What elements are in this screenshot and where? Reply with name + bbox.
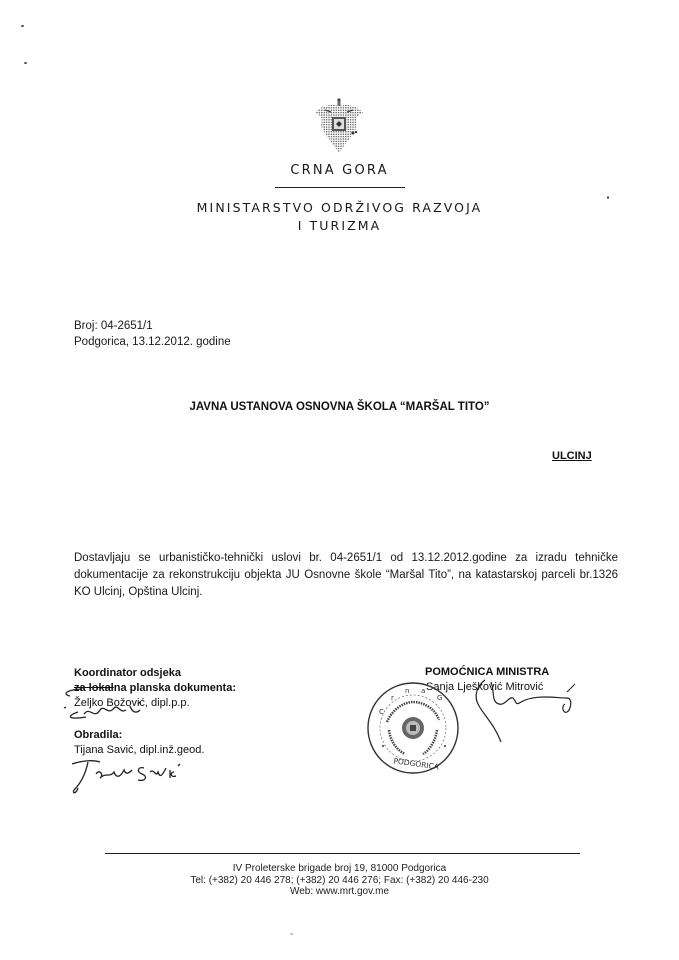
coordinator-name: Željko Božović, dipl.p.p. [74,697,190,709]
body-paragraph: Dostavljaju se urbanističko-tehnički uslovi br. 04-2651/1 od 13.12.2012.godine za izradu tehničke dokumentacije za rekonstrukciju objekta JU Osnovne škole “Maršal Tito”, na katastarskoj parceli br.1326 KO Ulcinj, Opština Ulcinj. [74,552,618,598]
footer-web: Web: www.mrt.gov.me [289,886,390,897]
prepared-by-label: Obradila: [74,729,123,741]
official-stamp-icon [365,680,461,776]
reference-place-date: Podgorica, 13.12.2012. godine [74,336,231,348]
header-divider [275,187,405,188]
footer-contact [0,863,679,898]
svg-text:C: C [379,708,384,716]
footer-phones: Tel: (+382) 20 446 278; (+382) 20 446 276; Fax: (+382) 20 446-230 [190,874,489,886]
coordinator-title-line1: Koordinator odsjeka [74,667,181,679]
assistant-minister-name: Sanja Lješković Mitrović [426,681,544,693]
svg-text:a: a [421,687,426,695]
footer-address: IV Proleterske brigade broj 19, 81000 Podgorica [232,863,447,874]
ministry-name-line1: MINISTARSTVO ODRŽIVOG RAZVOJA [196,200,483,215]
assistant-minister-title: POMOĆNICA MINISTRA [425,666,550,678]
scan-speck [290,933,293,935]
preparer-signature-icon [70,758,190,798]
recipient-city: ULCINJ [552,450,592,462]
ministry-name-line2: I TURIZMA [297,218,382,233]
coat-of-arms-icon [311,97,367,155]
recipient-name: JAVNA USTANOVA OSNOVNA ŠKOLA “MARŠAL TITO” [189,401,490,413]
coordinator-title-line2-rest: na planska dokumenta: [113,682,237,694]
reference-number: Broj: 04-2651/1 [74,320,153,332]
struck-text: za lokal [74,682,114,694]
svg-text:G: G [437,694,443,702]
svg-text:n: n [405,687,410,695]
scan-speck [24,62,27,64]
country-name: CRNA GORA [290,163,389,178]
scan-speck [21,25,24,27]
svg-text:PODGORICA: PODGORICA [392,756,440,772]
prepared-by-name: Tijana Savić, dipl.inž.geod. [74,744,205,756]
coordinator-signature-icon [56,680,166,730]
svg-text:r: r [391,694,394,702]
reference-block [74,318,231,350]
ministry-name [0,199,679,235]
assistant-minister-signature-icon [455,676,595,746]
footer-divider [105,853,580,854]
